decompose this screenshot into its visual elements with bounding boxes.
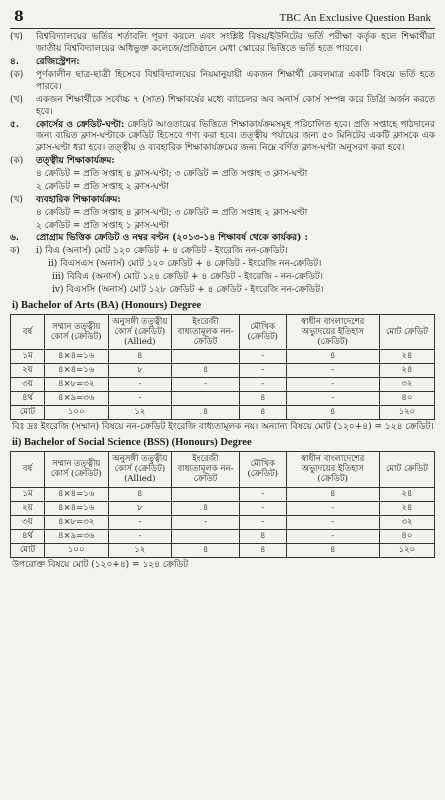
table-header-row (11, 452, 435, 488)
table-cell: ৪ (172, 501, 240, 515)
section-5-kha-title: ব্যবহারিক শিক্ষাকার্যক্রম: (36, 194, 121, 205)
table-cell: ১ম (11, 487, 45, 501)
table-cell (172, 392, 240, 406)
section-5-kha-line2: ২ ক্রেডিট = প্রতি সপ্তাহ ১ ক্লাস-ঘণ্টা (36, 220, 169, 231)
table-cell: ৪র্থ (11, 392, 45, 406)
section-5-marker: ৫. (10, 119, 19, 130)
section-4-kha (10, 95, 435, 119)
table-cell: ৪ (239, 392, 286, 406)
section-5-kha-marker: (খ) (10, 194, 23, 205)
table-cell: ২৪ (379, 487, 434, 501)
table-cell: - (239, 501, 286, 515)
section-6-item-2: ii) বিএসএস (অনার্স) মোট ১২০ ক্রেডিট + ৪ ক্রেডিট - ইংরেজি নন-ক্রেডিট। (48, 259, 322, 270)
table-cell: ৪ (286, 350, 379, 364)
table-cell: ৮ (108, 501, 172, 515)
table-cell: - (239, 364, 286, 378)
table-row (11, 378, 435, 392)
table-cell: - (108, 529, 172, 543)
bss-table-note: উপরোক্ত বিষয়ে মোট (১২০+৪) = ১২৪ ক্রেডিট (12, 559, 189, 570)
section-5-ka-heading (10, 156, 435, 168)
section-6-item-1-text: i) বিএ (অনার্স) মোট ১২০ ক্রেডিট + ৪ ক্রেডিট - ইংরেজি নন-ক্রেডিট। (36, 246, 288, 257)
table-row (11, 364, 435, 378)
column-header: বর্ষ (11, 452, 45, 488)
bss-table-caption: ii) Bachelor of Social Science (BSS) (Honours) Degree (12, 437, 252, 449)
column-header: মোট ক্রেডিট (379, 314, 434, 350)
table-cell: ১২ (108, 406, 172, 420)
table-cell: ৪×৪=১৬ (44, 501, 108, 515)
table-cell: ৪র্থ (11, 529, 45, 543)
table-cell: ৪×৮=৩২ (44, 515, 108, 529)
section-6-marker: ৬. (10, 233, 19, 244)
table-cell: - (108, 515, 172, 529)
table-cell: ৩য় (11, 515, 45, 529)
table-cell: ৪ (172, 543, 240, 557)
table-cell: - (172, 378, 240, 392)
intro-kha (10, 32, 435, 56)
table-cell: ২৪ (379, 501, 434, 515)
section-4-marker: ৪. (10, 57, 19, 68)
table-cell: - (239, 515, 286, 529)
header-rule (10, 28, 435, 29)
table-row (11, 392, 435, 406)
table-cell: ৪ (239, 543, 286, 557)
table-cell: মোট (11, 406, 45, 420)
table-cell: ৪০ (379, 529, 434, 543)
section-5-ka-line2: ২ ক্রেডিট = প্রতি সপ্তাহ ২ ক্লাস-ঘণ্টা (36, 181, 169, 192)
column-header: সম্মান তত্ত্বীয় কোর্স (ক্রেডিট) (44, 452, 108, 488)
table-cell: ১ম (11, 350, 45, 364)
table-cell: ২য় (11, 364, 45, 378)
table-row (11, 350, 435, 364)
section-4-kha-marker: (খ) (10, 94, 23, 105)
table-cell: ৪×৯=৩৬ (44, 529, 108, 543)
table-cell: ৪ (172, 406, 240, 420)
table-cell: - (286, 529, 379, 543)
section-5-text: ক্রেডিট আওতায়ের ভিত্তিতে শিক্ষাকার্যক্রমসমূহ পরিচালিত হবে। প্রতি সপ্তাহে পাঠদানের জন্য ব্যয়িত ক্লাস-ঘণ্টাকে ক্রেডিট হিসেবে গণ্য করা হবে। তত্ত্বীয় পর্যায়ের জন্য ৫০ মিনিটের একটি ক্লাসকে এক ক্লাস-ঘণ্টা ধরা হবে। তত্ত্বীয় ও ব্যবহারিক শিক্ষাকার্যক্রমের জন্য নিম্নে বর্ণিত ক্লাস-ঘণ্টা অনুসরণ করা হবে। (36, 119, 435, 154)
table-row (11, 529, 435, 543)
table-cell: ১০০ (44, 543, 108, 557)
section-5-title: কোর্সের ও ক্রেডিট-ঘণ্টা: (36, 119, 125, 130)
intro-kha-text: বিশ্ববিদ্যালয়ের ভর্তির শর্তাবলি পূরণ করলে এবং সংশ্লিষ্ট বিষয়/ইউনিটের ভর্তি পরীক্ষা কর্তৃক হলে শিক্ষার্থীরা জাতীয় বিশ্ববিদ্যালয়ের অধিভুক্ত কলেজে/প্রতিষ্ঠানে মেধা স্কোরের ভিত্তিতে ভর্তি হতে পারবে। (36, 32, 435, 55)
section-5-ka-line1: ৪ ক্রেডিট = প্রতি সপ্তাহ ৪ ক্লাস-ঘণ্টা; ৩ ক্রেডিট = প্রতি সপ্তাহ ৩ ক্লাস-ঘণ্টা (36, 169, 308, 180)
table-cell (172, 350, 240, 364)
section-6-ka-marker: ক) (10, 246, 20, 257)
table-cell: ৪ (286, 543, 379, 557)
section-5-ka-marker: (ক) (10, 156, 24, 167)
table-cell: ২৪ (379, 364, 434, 378)
table-row (11, 406, 435, 420)
table-cell: - (108, 378, 172, 392)
section-5-ka-title: তত্ত্বীয় শিক্ষাকার্যক্রম: (36, 156, 115, 167)
table-cell: - (286, 378, 379, 392)
table-cell: ২৪ (379, 350, 434, 364)
table-cell: ১২০ (379, 543, 434, 557)
column-header: স্বাধীন বাংলাদেশের অভ্যুদয়ের ইতিহাস (ক্রেডিট) (286, 452, 379, 488)
table-cell (172, 529, 240, 543)
section-4-title: রেজিস্ট্রেশন: (36, 57, 80, 68)
table-cell: ৪×৮=৩২ (44, 378, 108, 392)
table-cell: - (239, 350, 286, 364)
table-row (11, 543, 435, 557)
table-cell: ৪ (239, 529, 286, 543)
book-title: TBC An Exclusive Question Bank (279, 12, 431, 24)
table-cell: ৩২ (379, 378, 434, 392)
section-6-item-3: iii) বিবিএ (অনার্স) মোট ১২৪ ক্রেডিট + ৪ ক্রেডিট - ইংরেজি - নন-ক্রেডিট। (52, 272, 323, 283)
table-header-row (11, 314, 435, 350)
table-cell: ২য় (11, 501, 45, 515)
table-row (11, 515, 435, 529)
table-cell: - (286, 515, 379, 529)
column-header: মৌখিক (ক্রেডিট) (239, 314, 286, 350)
table-cell: ৪ (108, 350, 172, 364)
column-header: সম্মান তত্ত্বীয় কোর্স (ক্রেডিট) (44, 314, 108, 350)
column-header: অনুসঙ্গী তত্ত্বীয় কোর্স (ক্রেডিট) (Allied) (108, 314, 172, 350)
section-6-item-1 (10, 246, 435, 258)
column-header: মৌখিক (ক্রেডিট) (239, 452, 286, 488)
table-cell: ৪×৯=৩৬ (44, 392, 108, 406)
table-cell: ১২০ (379, 406, 434, 420)
table-cell: ৪×৪=১৬ (44, 487, 108, 501)
table-cell (172, 487, 240, 501)
table-row (11, 501, 435, 515)
bss-credit-table (10, 451, 435, 558)
table-cell: - (286, 501, 379, 515)
table-cell: ৪ (286, 487, 379, 501)
table-cell: মোট (11, 543, 45, 557)
table-row (11, 487, 435, 501)
section-4-heading (10, 57, 435, 69)
section-5 (10, 120, 435, 156)
column-header: মোট ক্রেডিট (379, 452, 434, 488)
ba-table-caption: i) Bachelor of Arts (BA) (Honours) Degree (12, 299, 202, 311)
table-cell: ৪ (108, 487, 172, 501)
table-cell: ৪ (239, 406, 286, 420)
table-cell: - (108, 392, 172, 406)
table-cell: ৪×৪=১৬ (44, 350, 108, 364)
column-header: ইংরেজী বাধ্যতামূলক নন-ক্রেডিট (172, 452, 240, 488)
ba-table-note: বিঃ দ্রঃ ইংরেজি (সম্মান) বিষয়ে নন-ক্রেডিট ইংরেজি বাধ্যতামূলক নয়। অন্যান্য বিষয়ে মোট (১২০+৪) = ১২৪ ক্রেডিট। (12, 422, 434, 433)
section-4-ka (10, 70, 435, 94)
table-cell: ৪×৪=১৬ (44, 364, 108, 378)
ba-credit-table (10, 314, 435, 421)
column-header: ইংরেজী বাধ্যতামূলক নন-ক্রেডিট (172, 314, 240, 350)
table-cell: ৪০ (379, 392, 434, 406)
column-header: স্বাধীন বাংলাদেশের অভ্যুদয়ের ইতিহাস (ক্রেডিট) (286, 314, 379, 350)
table-cell: - (286, 364, 379, 378)
table-cell: ৪ (286, 406, 379, 420)
table-cell: ৩য় (11, 378, 45, 392)
table-cell: ৮ (108, 364, 172, 378)
intro-kha-marker: (খ) (10, 32, 23, 43)
section-6-title: প্রোগ্রাম ভিত্তিক ক্রেডিট ও নম্বর বণ্টন (২০১৩-১৪ শিক্ষাবর্ষ থেকে কার্যকর) : (36, 233, 308, 244)
page-number: 8 (14, 9, 24, 25)
table-cell: - (172, 515, 240, 529)
table-cell: - (239, 487, 286, 501)
table-cell: ৩২ (379, 515, 434, 529)
section-4-ka-marker: (ক) (10, 70, 24, 81)
column-header: অনুসঙ্গী তত্ত্বীয় কোর্স (ক্রেডিট) (Allied) (108, 452, 172, 488)
section-6-heading (10, 233, 435, 245)
section-6-item-4: iv) বিএসসি (অনার্স) মোট ১২৮ ক্রেডিট + ৪ ক্রেডিট - ইংরেজি নন-ক্রেডিট। (52, 284, 324, 295)
table-cell: - (286, 392, 379, 406)
page-header (10, 8, 435, 28)
table-cell: ১২ (108, 543, 172, 557)
table-cell: - (239, 378, 286, 392)
column-header: বর্ষ (11, 314, 45, 350)
section-5-kha-heading (10, 195, 435, 207)
section-4-ka-text: পূর্ণকালীন ছাত্র-ছাত্রী হিসেবে বিশ্ববিদ্যালয়ের নিয়মানুযায়ী একজন শিক্ষার্থী কেবলমাত্র একটি বিষয়ে ভর্তি হতে পারবে। (36, 70, 435, 92)
section-4-kha-text: একজন শিক্ষার্থীকে সর্বোচ্চ ৭ (সাত) শিক্ষাবর্ষের মধ্যে ব্যাচেলর অব অনার্স কোর্স সম্পন্ন করে ডিগ্রি অর্জন করতে হবে। (36, 94, 435, 117)
section-5-kha-line1: ৪ ক্রেডিট = প্রতি সপ্তাহ ৪ ক্লাস-ঘণ্টা; ৩ ক্রেডিট = প্রতি সপ্তাহ ২ ক্লাস-ঘণ্টা (36, 207, 308, 218)
table-cell: ১০০ (44, 406, 108, 420)
table-cell: ৪ (172, 364, 240, 378)
